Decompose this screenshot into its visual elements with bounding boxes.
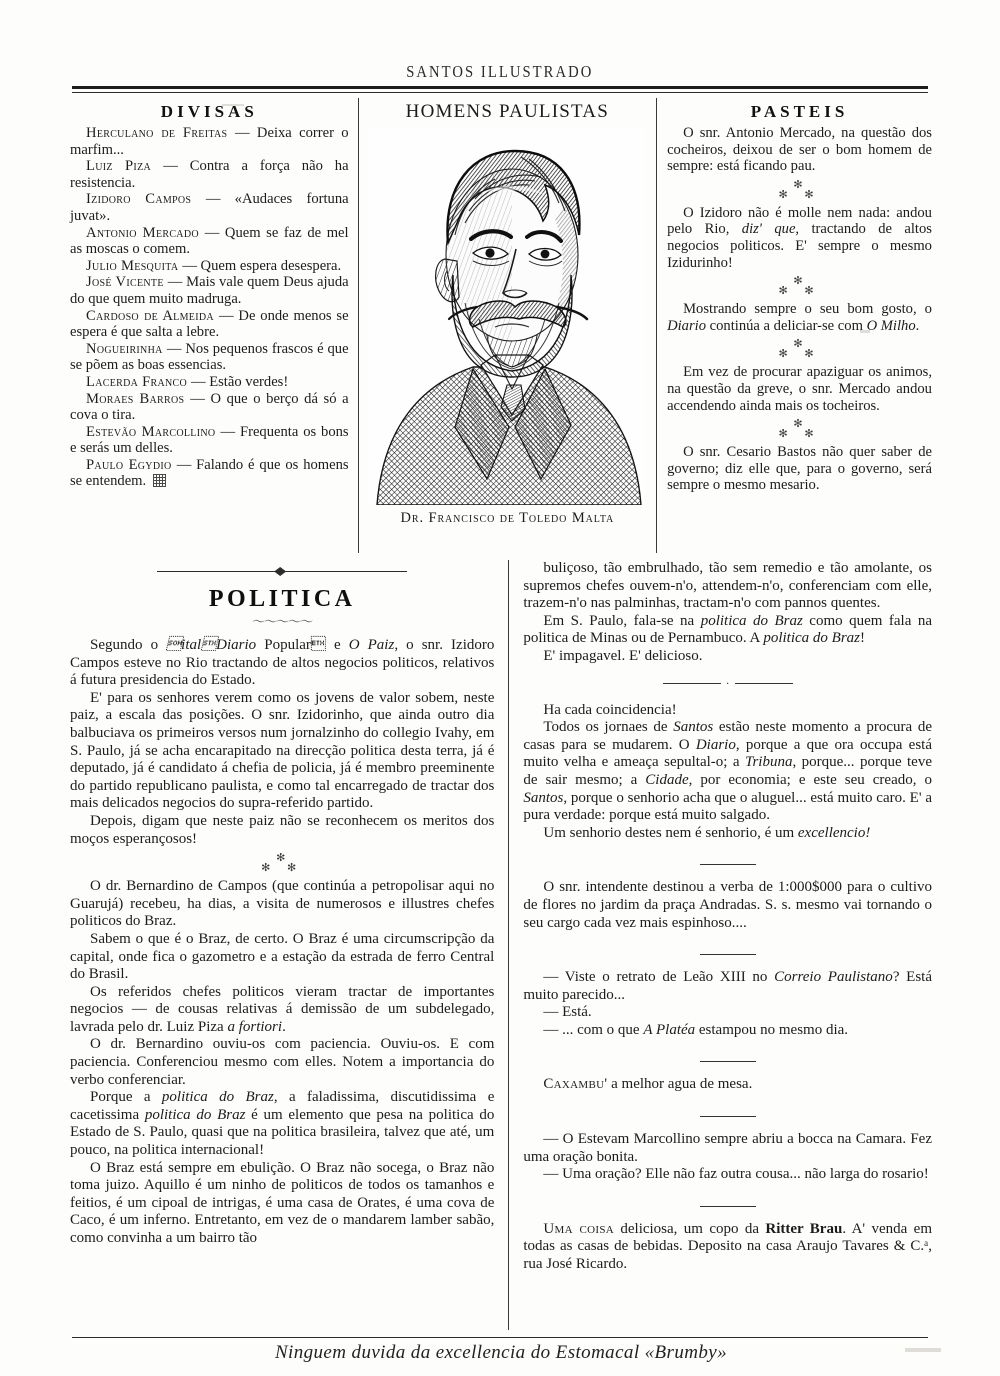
- divisas-entry-name: José Vicente: [86, 274, 168, 291]
- divisas-entry-name: Lacerda Franco: [86, 373, 191, 390]
- short-rule-separator: [523, 1049, 932, 1067]
- politica-paragraph: Sabem o que é o Braz, de certo. O Braz é uma circumscripção da capital, onde fica o gazometro e a estação da estrada de ferro Central do Brasil.: [70, 930, 495, 983]
- engraved-portrait-icon: [369, 127, 645, 505]
- short-rule-separator: [523, 1194, 932, 1212]
- politica-paragraph: O dr. Bernardino ouviu-os com paciencia. Ouviu-os. E com paciencia. Conferenciou mesmo com elles. Notem a importancia do verbo conferenciar.: [70, 1036, 495, 1088]
- divisas-entry-text: — «Audaces fortuna juvat».: [70, 191, 349, 224]
- divisas-entry: [70, 457, 349, 490]
- pasteis-item: Mostrando sempre o seu bom gosto, o Diario continúa a deliciar-se com O Milho.: [667, 301, 932, 334]
- paper-speck: [905, 1348, 941, 1352]
- politica-paragraph: — Viste o retrato de Leão XIII no Correio Paulistano? Está muito parecido...: [523, 969, 933, 1003]
- divisas-entry-name: Nogueirinha: [86, 340, 167, 357]
- divisas-entry-text: — Mais vale quem Deus ajuda do que quem muito madruga.: [70, 274, 349, 307]
- divisas-entry-text: — Falando é que os homens se entendem.: [70, 456, 349, 490]
- divisas-entry-name: Moraes Barros: [86, 390, 191, 407]
- pasteis-item: O Izidoro não é molle nem nada: andou pelo Rio, diz' que, tractando de altos negocios politicos. E' sempre o mesmo Izidurinho!: [667, 204, 932, 271]
- divisas-entry: [70, 391, 349, 424]
- wavy-ornament-icon: 〜〜〜〜〜: [252, 614, 313, 629]
- divisas-entry: [70, 308, 349, 341]
- divisas-entry: [70, 374, 349, 391]
- politica-paragraph: — O Estevam Marcollino sempre abriu a bocca na Camara. Fez uma oração bonita.: [523, 1131, 932, 1165]
- divisas-entry-text: — O que o berço dá só a cova o tira.: [70, 390, 349, 424]
- divisas-entry-name: Izidoro Campos: [86, 191, 206, 208]
- politica-paragraph: O Braz está sempre em ebulição. O Braz não socega, o Braz não toma juizo. Aquillo é um ninho de politicos de todos os tamanhos e feitios, é um cipoal de intrigas, é uma casa de Orates, é uma cova de Caco, é um inferno. Entretanto, em vez de o mandarem lamber sabão, como convinha a um bairro tão: [70, 1159, 495, 1246]
- divisas-entry-text: — Frequenta os bons e serás um delles.: [70, 423, 349, 457]
- politica-paragraph: E' impagavel. E' delicioso.: [543, 647, 703, 664]
- politica-paragraph: Em S. Paulo, fala-se na politica do Braz como quem fala na politica de Minas ou de Pernambuco. A politica do Braz!: [523, 612, 933, 647]
- printers-ornament-icon: [153, 474, 166, 487]
- column-portrait: [358, 98, 657, 553]
- divisas-entry-name: Cardoso de Almeida: [86, 307, 219, 324]
- portrait-heading: HOMENS PAULISTAS: [405, 101, 609, 122]
- paper-speck: [860, 330, 870, 333]
- divisas-entry-text: — Quem se faz de mel as moscas o comem.: [70, 224, 349, 258]
- asterism-ornament-icon: ✻ ✻ ✻: [778, 275, 821, 298]
- divisas-heading: DIVISAS: [160, 102, 258, 121]
- divisas-entry-name: Antonio Mercado: [86, 224, 205, 241]
- politica-paragraph: buliçoso, tão embrulhado, tão sem remedio e tão amolante, os supremos chefes ouvem-n'o, attendem-n'o, conferenciam com elle, trazem-n'o nas palminhas, tractam-n'o com pannos quentes.: [523, 560, 932, 612]
- divisas-entry-name: Julio Mesquita: [86, 257, 183, 274]
- politica-paragraph: Segundo o italDiario Popular e O Paiz, o snr. Izidoro Campos esteve no Rio tractando de altos negocios politicos, relativos á futura presidencia do Estado.: [70, 637, 495, 689]
- politica-left-column: [70, 560, 509, 1330]
- politica-paragraph: Caxambu' a melhor agua de mesa.: [543, 1076, 753, 1093]
- politica-paragraph: Uma coisa deliciosa, um copo da Ritter Brau. A' venda em todas as casas de bebidas. Deposito na casa Araujo Tavares & C.ᵃ, rua José Ricardo.: [523, 1220, 933, 1273]
- divisas-entry-text: — Deixa correr o marfim...: [70, 125, 349, 158]
- divisas-entry: [70, 274, 349, 307]
- divisas-entry-text: — Contra a força não ha resistencia.: [70, 158, 349, 191]
- divisas-entry-name: Herculano de Freitas: [86, 125, 235, 141]
- politica-paragraph: Porque a politica do Braz, a faladissima, discutidissima e cacetissima politica do Braz é um elemento que pesa na politica do Estado de S. Paulo, quasi que na politica brasileira, talvez que até, um pouco, na politica internacional!: [70, 1089, 495, 1159]
- politica-section: [70, 560, 932, 1330]
- politica-paragraph: Os referidos chefes politicos vieram tractar de importantes negocios — de cousas relativas á demissão de um subdelegado, lavrada pelo dr. Luiz Piza a fortiori.: [70, 983, 495, 1035]
- divisas-entry: [70, 125, 349, 158]
- pasteis-list: [667, 125, 932, 494]
- politica-paragraph: Um senhorio destes nem é senhorio, é um excellencio!: [543, 824, 871, 841]
- short-rule-separator: [523, 1104, 932, 1122]
- divisas-entry: [70, 225, 349, 258]
- politica-paragraph: O snr. intendente destinou a verba de 1:000$000 para o cultivo de flores no jardim da praça Andradas. S. s. mesmo vai tornando o seu cargo cada vez mais espinhoso....: [523, 879, 932, 931]
- paper-speck: [222, 104, 244, 106]
- short-rule-separator: [523, 852, 932, 870]
- portrait-caption: Dr. Francisco de Toledo Malta: [400, 510, 615, 526]
- diamond-rule-ornament: [157, 566, 407, 578]
- politica-paragraph: — Uma oração? Elle não faz outra cousa... não larga do rosario!: [543, 1166, 929, 1183]
- divisas-entry: [70, 258, 349, 275]
- column-divisas: [70, 98, 358, 553]
- divisas-entry: [70, 158, 349, 191]
- asterism-ornament-icon: ✻ ✻ ✻: [778, 418, 821, 441]
- politica-title: POLITICA: [208, 586, 356, 612]
- politica-paragraph: Todos os jornaes de Santos estão neste momento a procura de casas para se mudarem. O Diario, porque a que ora occupa está muito velha e ameaça sepultal-o; a Tribuna, porque... porque teve de sair mesmo; a Cidade, por economia; e este seu creado, o Santos, porque o senhorio acha que o aluguel... está muito caro. E' a pura verdade: porque está muito salgado.: [523, 719, 933, 824]
- footer-rule: [72, 1337, 928, 1338]
- politica-paragraph: E' para os senhores verem como os jovens de valor sobem, neste paiz, a escala das posições. O snr. Izidorinho, que ainda outro dia balbuciava os primeiros versos num jornalzinho do collegio Ivahy, em S. Paulo, já se acha encarapitado na direcção politica desta terra, já é deputado, já é candidato á chefia de policia, já é membro preeminente do partido republicano paulista, e como tal encarregado de tractar dos mais delicados negocios do supra-referido partido.: [70, 689, 495, 812]
- divisas-entry-name: Paulo Egydio: [86, 456, 177, 473]
- politica-paragraph: Ha cada coincidencia!: [543, 701, 677, 718]
- politica-paragraph: O dr. Bernardino de Campos (que continúa a petropolisar aqui no Guarujá) recebeu, ha dias, a visita de numerosos e illustres chefes politicos do Braz.: [70, 878, 495, 930]
- pasteis-heading: PASTEIS: [750, 102, 849, 121]
- short-rule-separator: [523, 942, 932, 960]
- politica-right-column: [509, 560, 932, 1330]
- politica-right-body: [523, 560, 932, 1274]
- pasteis-item: O snr. Antonio Mercado, na questão dos cocheiros, deixou de ser o bom homem de sempre: está ficando pau.: [667, 125, 932, 175]
- masthead-title: SANTOS ILLUSTRADO: [406, 62, 594, 81]
- divisas-entry: [70, 424, 349, 457]
- top-column-band: [70, 98, 932, 553]
- divisas-entry-text: — De onde menos se espera é que salta a lebre.: [70, 307, 349, 341]
- column-pasteis: [657, 98, 932, 553]
- politica-paragraph: — Está.: [543, 1004, 592, 1021]
- divisas-entry-text: — Nos pequenos frascos é que se põem as boas essencias.: [70, 340, 349, 374]
- pasteis-item: O snr. Cesario Bastos não quer saber de governo; diz elle que, para o governo, será sempre o mesmo mesario.: [667, 444, 932, 494]
- divisas-entry-text: — Quem espera desespera.: [182, 257, 342, 274]
- divisas-entry: [70, 341, 349, 374]
- pasteis-item: Em vez de procurar apaziguar os animos, na questão da greve, o snr. Mercado andou accendendo ainda mais os tocheiros.: [667, 364, 932, 414]
- politica-paragraph: — ... com o que A Platéa estampou no mesmo dia.: [543, 1021, 849, 1038]
- divisas-entry-name: Estevão Marcollino: [86, 423, 221, 440]
- divisas-entry: [70, 191, 349, 224]
- divisas-list: [70, 125, 349, 490]
- asterism-ornament-icon: ✻ ✻ ✻: [778, 178, 821, 201]
- masthead-rule: [72, 86, 928, 93]
- politica-paragraph: Depois, digam que neste paiz não se reconhecem os meritos dos moços esperançosos!: [70, 812, 495, 847]
- divisas-entry-name: Luiz Piza: [86, 158, 164, 175]
- politica-left-body: [70, 637, 494, 1248]
- footer-slogan: Ninguem duvida da excellencia do Estomacal «Brumby»: [274, 1342, 728, 1363]
- asterism-ornament-icon: ✻ ✻ ✻: [261, 852, 304, 875]
- dash-dot-separator: ·: [523, 675, 932, 693]
- asterism-ornament-icon: ✻ ✻ ✻: [778, 338, 821, 361]
- divisas-entry-text: — Estão verdes!: [190, 373, 289, 390]
- masthead: [70, 62, 930, 82]
